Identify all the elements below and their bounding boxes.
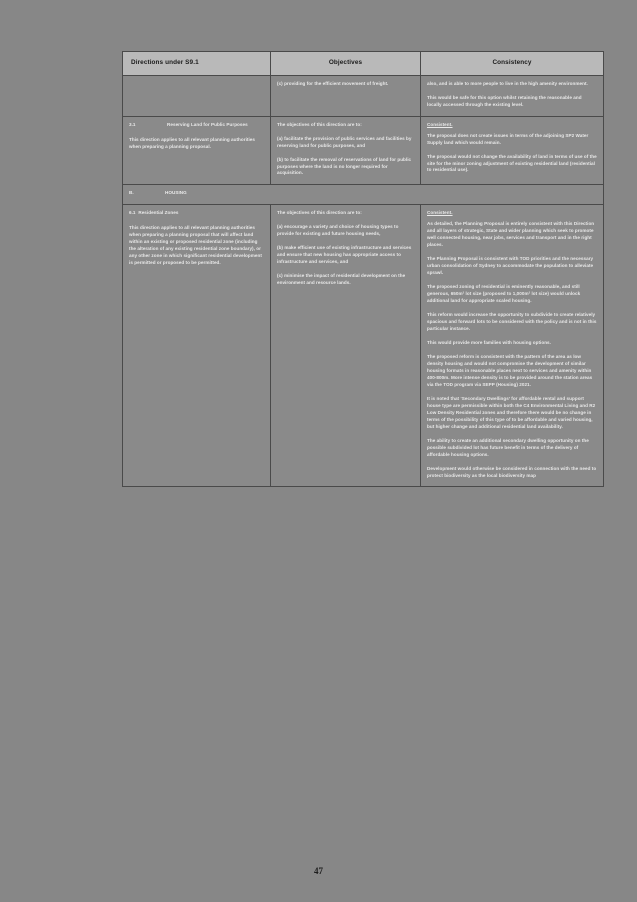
column-header-directions: Directions under S9.1	[123, 52, 271, 76]
consistency-verdict: Consistent.	[427, 210, 453, 216]
column-header-consistency: Consistency	[421, 52, 604, 76]
consistency-paragraph: This would be safe for this option whilst retaining the reasonable and locally accessed through the existing level.	[427, 94, 582, 107]
direction-title	[129, 122, 264, 129]
objective-item: (c) minimise the impact of residential development on the environment and resource lands.	[277, 273, 406, 286]
cell-directions	[123, 116, 271, 185]
direction-number: 6.1	[129, 210, 136, 216]
cell-objectives	[271, 75, 421, 116]
consistency-paragraph: This reform would increase the opportunity to subdivide to create relatively spacious and forward lots to be considered with the policy and is not in this particular instance.	[427, 312, 597, 332]
direction-name: Reserving Land for Public Purposes	[167, 121, 248, 127]
table-row	[123, 205, 604, 487]
consistency-paragraph: The ability to create an additional secondary dwelling opportunity on the possible subdivided lot has future benefit in terms of the delivery of affordable housing options.	[427, 437, 589, 457]
table-header	[123, 52, 604, 76]
consistency-paragraph: As detailed, the Planning Proposal is entirely consistent with this Direction and all layers of strategic, State and wider planning which seek to promote well connected housing, near jobs, services and transport and in the right places.	[427, 221, 595, 248]
page-number: 47	[314, 866, 323, 876]
direction-body: This direction applies to all relevant planning authorities when preparing a planning proposal.	[129, 136, 255, 149]
consistency-paragraph: This would provide more families with housing options.	[427, 339, 551, 345]
direction-number: 3.1	[129, 121, 136, 127]
cell-objectives	[271, 116, 421, 185]
section-title: HOUSING	[165, 190, 187, 196]
objective-item: (c) providing for the efficient movement of freight.	[277, 80, 389, 86]
consistency-paragraph: The Planning Proposal is consistent with TOD priorities and the necessary urban consolidation of Sydney to accommodate the population to alleviate sprawl.	[427, 256, 594, 276]
objective-item: (a) facilitate the provision of public services and facilities by reserving land for public purposes, and	[277, 135, 412, 148]
cell-directions	[123, 75, 271, 116]
direction-name: Residential Zones	[138, 210, 179, 216]
consistency-verdict: Consistent.	[427, 121, 453, 127]
objectives-intro: The objectives of this direction are to:	[277, 210, 362, 216]
s91-consistency-table	[122, 51, 604, 487]
cell-section-heading	[123, 185, 604, 205]
cell-directions	[123, 205, 271, 487]
table-row	[123, 75, 604, 116]
consistency-paragraph: The proposal would not change the availability of land in terms of use of the site for the minor zoning adjustment of existing residential land (residential to residential use).	[427, 153, 597, 173]
cell-consistency	[421, 205, 604, 487]
objective-item: (a) encourage a variety and choice of housing types to provide for existing and future housing needs,	[277, 224, 399, 237]
table-header-row	[123, 52, 604, 76]
objective-item: (b) make efficient use of existing infrastructure and services and ensure that new housing has appropriate access to infrastructure and services, and	[277, 245, 412, 265]
column-header-objectives: Objectives	[271, 52, 421, 76]
consistency-paragraph: The proposed reform is consistent with the pattern of the area as low density housing and would not compromise the development of similar housing formats in reasonable places next to services and amenity within 400-800m. More intense density is to be provided around the station areas via the TOD program via SEPP (Housing) 2021.	[427, 353, 593, 387]
cell-objectives	[271, 205, 421, 487]
objective-item: (b) to facilitate the removal of reservations of land for public purposes where the land is no longer required for acquisition.	[277, 156, 412, 176]
consistency-paragraph: Development would otherwise be considered in connection with the need to protect biodiversity as the local biodiversity map	[427, 465, 597, 478]
consistency-paragraph: The proposed zoning of residential is eminently reasonable, and still generous, 650m² lot size (proposed to 1,000m² lot size) would unlock additional land for appropriate scaled housing.	[427, 284, 581, 304]
consistency-paragraph: The proposal does not create issues in terms of the adjoining SP2 Water Supply land which would remain.	[427, 132, 589, 145]
cell-consistency	[421, 116, 604, 185]
table-row	[123, 116, 604, 185]
objectives-intro: The objectives of this direction are to:	[277, 121, 362, 127]
consistency-paragraph: It is noted that ‘Secondary Dwellings’ for affordable rental and support house type are permissible within both the C4 Environmental Living and R2 Low Density Residential zones and therefore there would be no change in terms of the possibility of this type of to be affordable and varied housing, but higher change and additional residential land availability.	[427, 395, 596, 429]
table-body	[123, 75, 604, 487]
section-letter: B.	[129, 190, 134, 196]
table-section-row	[123, 185, 604, 205]
consistency-paragraph: also, and is able to more people to live in the high amenity environment.	[427, 80, 588, 86]
direction-body: This direction applies to all relevant planning authorities when preparing a planning proposal that will affect land within an existing or proposed residential zone (including the alteration of any existing residential zone boundary), or any other zone in which significant residential development is permitted or proposed to be permitted.	[129, 225, 262, 266]
direction-title	[129, 210, 264, 217]
cell-consistency	[421, 75, 604, 116]
